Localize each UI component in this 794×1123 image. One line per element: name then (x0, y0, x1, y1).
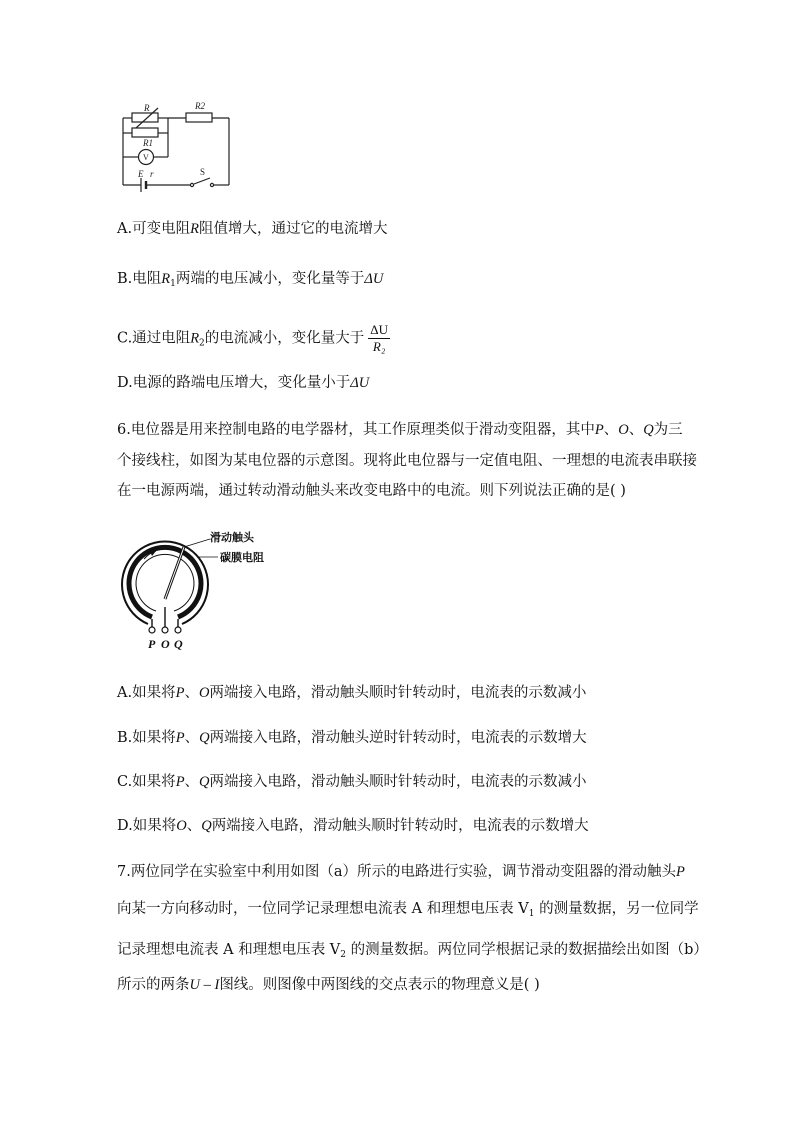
q6-stem-line-1: 6.电位器是用来控制电路的电学器材，其工作原理类似于滑动变阻器，其中P、O、Q为三 (117, 422, 683, 438)
q7-stem-line-3: 记录理想电流表 A 和理想电压表 $V_2$ 的测量数据。两位同学根据记录的数据描绘出如图（b） (117, 942, 708, 960)
q5-option-a: A.可变电阻R阻值增大，通过它的电流增大 (117, 221, 388, 237)
potentiometer-diagram (118, 527, 288, 652)
circuit-diagram (112, 98, 242, 193)
label-r2: R2 (195, 101, 205, 111)
q5-option-d: D.电源的路端电压增大，变化量小于ΔU (117, 375, 370, 391)
label-terminal-q: Q (174, 637, 183, 651)
label-r: R (144, 103, 150, 113)
q6-option-c: C.如果将P、Q两端接入电路，滑动触头顺时针转动时，电流表的示数减小 (117, 774, 587, 790)
q6-stem-line-2: 个接线柱，如图为某电位器的示意图。现将此电位器与一定值电阻、一理想的电流表串联接 (117, 453, 697, 469)
label-sliding-contact: 滑动触头 (210, 532, 254, 544)
q6-option-a: A.如果将P、O两端接入电路，滑动触头顺时针转动时，电流表的示数减小 (117, 685, 587, 701)
q7-stem-line-1: 7.两位同学在实验室中利用如图（a）所示的电路进行实验，调节滑动变阻器的滑动触头P (117, 864, 685, 880)
q6-stem-line-3: 在一电源两端，通过转动滑动触头来改变电路中的电流。则下列说法正确的是( ) (117, 483, 626, 499)
label-terminal-p: P (148, 637, 156, 651)
label-r-internal: r (150, 169, 154, 179)
q6-option-d: D.如果将O、Q两端接入电路，滑动触头顺时针转动时，电流表的示数增大 (117, 818, 589, 834)
label-r1: R1 (143, 138, 153, 148)
q7-stem-line-4: 所示的两条U – I图线。则图像中两图线的交点表示的物理意义是( ) (117, 977, 540, 993)
label-carbon-film: 碳膜电阻 (220, 552, 264, 564)
q6-option-b: B.如果将P、Q两端接入电路，滑动触头逆时针转动时，电流表的示数增大 (117, 730, 587, 746)
label-terminal-o: O (161, 637, 170, 651)
label-v: V (143, 153, 149, 162)
label-s: S (200, 167, 206, 177)
q5-option-c: C.通过电阻$R_2$的电流减小，变化量大于 $\frac{\Delta U}{\text{R₂}}$ (117, 322, 389, 354)
q7-stem-line-2: 向某一方向移动时，一位同学记录理想电流表 A 和理想电压表 $V_1$ 的测量数据，另一位同学 (117, 901, 699, 919)
fraction: $\frac{\Delta U}{\text{R₂}}$ (370, 322, 389, 354)
q5-option-b: B.电阻$R_1$两端的电压减小，变化量等于ΔU (117, 271, 384, 289)
label-e: E (138, 169, 144, 179)
